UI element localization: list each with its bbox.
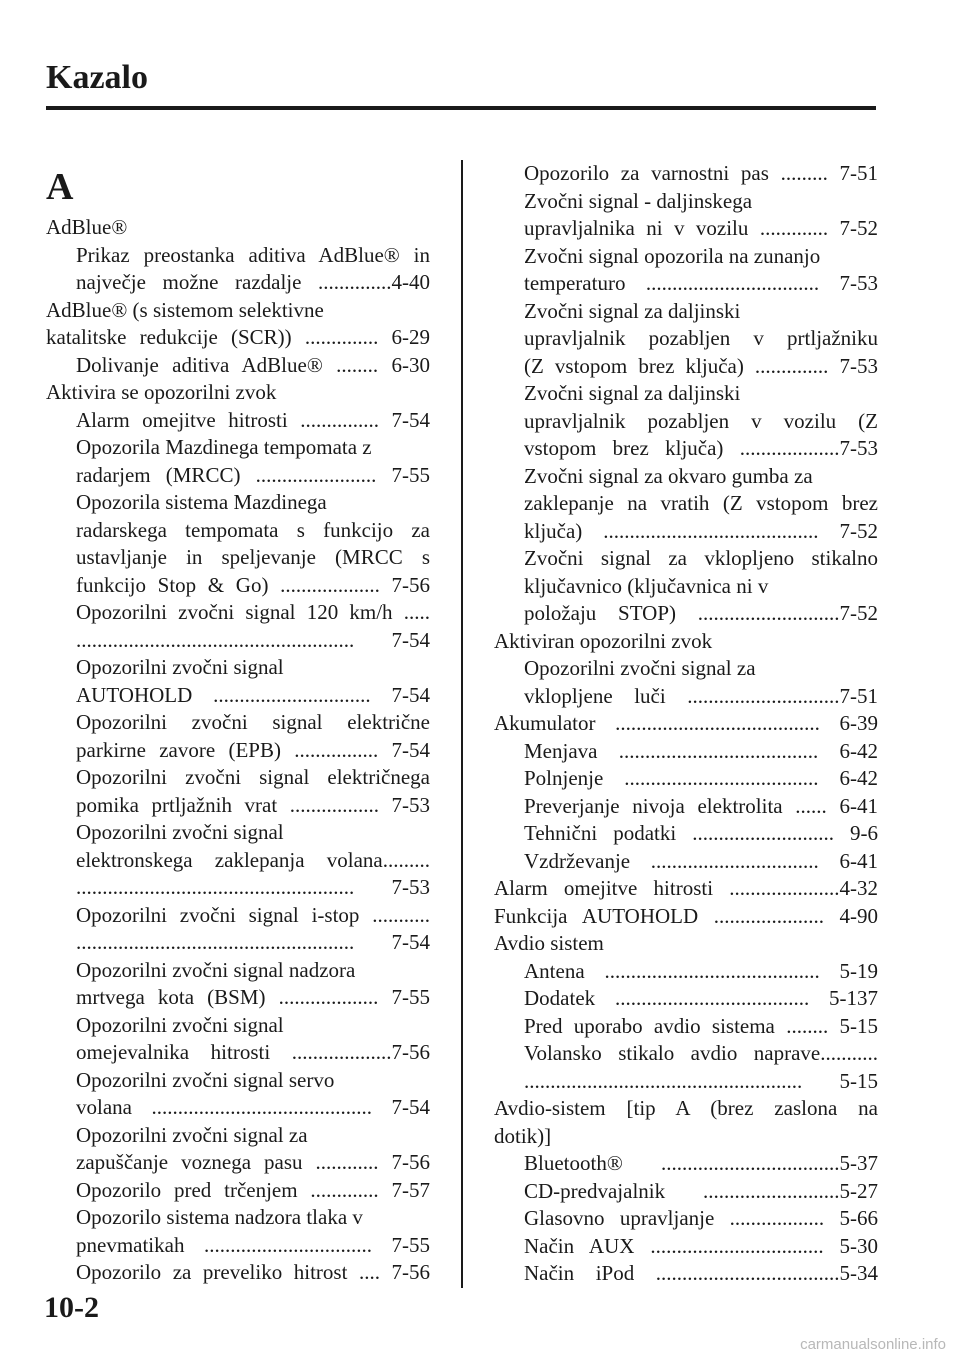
index-entry: Polnjenje ..................................... 6-42 bbox=[524, 766, 878, 790]
index-column-left bbox=[46, 160, 430, 1287]
index-entry: Način iPod ...................................5-34 bbox=[524, 1261, 878, 1285]
index-entry: Opozorila Mazdinega tempomata z bbox=[76, 435, 372, 459]
index-entry: upravljalnik pozabljen v prtljažniku bbox=[524, 326, 878, 350]
index-entry: Aktiviran opozorilni zvok bbox=[494, 628, 713, 653]
index-entry: Opozorilni zvočni signal servo bbox=[76, 1067, 335, 1092]
index-entry: Bluetooth® ..................................5-37 bbox=[524, 1151, 878, 1175]
index-entry: položaju STOP) ...........................7-52 bbox=[524, 601, 878, 625]
index-entry: AdBlue® (s sistemom selektivne bbox=[46, 297, 324, 322]
index-entry: Pred uporabo avdio sistema ........ 5-15 bbox=[524, 1013, 878, 1038]
index-column-right bbox=[494, 160, 878, 1288]
index-entry: omejevalnika hitrosti ...................7-56 bbox=[76, 1040, 430, 1064]
index-entry: Avdio-sistem [tip A (brez zaslona na bbox=[494, 1096, 878, 1120]
index-entry: vklopljene luči .............................7-51 bbox=[524, 683, 878, 708]
index-entry: ..................................................... 5-15 bbox=[524, 1068, 878, 1093]
index-entry: največje možne razdalje ..............4-40 bbox=[76, 270, 430, 294]
index-entry: zapuščanje voznega pasu ............ 7-56 bbox=[76, 1150, 430, 1174]
left-entry-list bbox=[46, 214, 430, 1287]
index-entry: Zvočni signal - daljinskega bbox=[524, 188, 753, 213]
index-entry: radarskega tempomata s funkcijo za bbox=[76, 517, 430, 542]
index-entry: Funkcija AUTOHOLD ..................... 4-90 bbox=[494, 903, 878, 928]
index-entry: Avdio sistem bbox=[494, 931, 604, 955]
index-entry: Opozorilni zvočni signal bbox=[76, 1012, 284, 1037]
index-entry: pomika prtljažnih vrat ................. 7-53 bbox=[76, 792, 430, 817]
index-entry: pnevmatikah ................................ 7-55 bbox=[76, 1232, 430, 1257]
index-entry: upravljalnik pozabljen v vozilu (Z bbox=[524, 408, 878, 433]
page-title: Kazalo bbox=[46, 59, 148, 96]
right-entry-list bbox=[494, 160, 878, 1288]
index-entry: zaklepanje na vratih (Z vstopom brez bbox=[524, 491, 878, 515]
index-entry: katalitske redukcije (SCR)) .............. 6-29 bbox=[46, 325, 430, 349]
index-entry: dotik)] bbox=[494, 1123, 552, 1148]
index-entry: ključavnico (ključavnica ni v bbox=[524, 573, 769, 598]
index-entry: temperaturo ................................. 7-53 bbox=[524, 271, 878, 295]
index-entry: Zvočni signal za okvaro gumba za bbox=[524, 463, 813, 488]
index-entry: Alarm omejitve hitrosti ............... 7-54 bbox=[76, 407, 430, 432]
index-entry: Preverjanje nivoja elektrolita ...... 6-41 bbox=[524, 793, 878, 818]
page-number: 10-2 bbox=[44, 1291, 99, 1324]
index-entry: Opozorilni zvočni signal bbox=[76, 655, 284, 679]
index-entry: Opozorilni zvočni signal električne bbox=[76, 710, 430, 734]
index-entry: AdBlue® bbox=[46, 215, 128, 239]
column-divider bbox=[461, 160, 463, 1288]
index-entry: Opozorila sistema Mazdinega bbox=[76, 490, 327, 514]
index-entry: Zvočni signal opozorila na zunanjo bbox=[524, 243, 821, 268]
index-entry: ..................................................... 7-53 bbox=[76, 875, 430, 899]
index-entry: Antena ......................................... 5-19 bbox=[524, 958, 878, 983]
header-rule bbox=[46, 106, 876, 110]
index-entry: Zvočni signal za vklopljeno stikalno bbox=[524, 546, 878, 570]
index-entry: Dolivanje aditiva AdBlue® ........ 6-30 bbox=[76, 352, 430, 377]
index-entry: Alarm omejitve hitrosti .....................4-32 bbox=[494, 876, 878, 900]
section-letter: A bbox=[46, 166, 74, 208]
index-entry: Vzdrževanje ................................ 6-41 bbox=[524, 848, 878, 873]
index-entry: vstopom brez ključa) ...................7-53 bbox=[524, 436, 878, 460]
index-entry: Prikaz preostanka aditiva AdBlue® in bbox=[76, 242, 430, 267]
index-entry: Opozorilo pred trčenjem ............. 7-57 bbox=[76, 1177, 430, 1202]
index-entry: upravljalnika ni v vozilu ............. 7-52 bbox=[524, 216, 878, 240]
index-entry: ..................................................... 7-54 bbox=[76, 930, 430, 954]
index-entry: ..................................................... 7-54 bbox=[76, 627, 430, 652]
index-entry: elektronskega zaklepanja volana......... bbox=[76, 847, 430, 872]
index-entry: ustavljanje in speljevanje (MRCC s bbox=[76, 545, 430, 569]
index-entry: Menjava ...................................... 6-42 bbox=[524, 738, 878, 763]
index-entry: Aktivira se opozorilni zvok bbox=[46, 380, 277, 404]
index-entry: funkcijo Stop & Go) ................... 7-56 bbox=[76, 572, 430, 597]
index-entry: Opozorilni zvočni signal bbox=[76, 820, 284, 844]
index-entry: parkirne zavore (EPB) ................ 7-54 bbox=[76, 737, 430, 762]
index-entry: Zvočni signal za daljinski bbox=[524, 298, 741, 323]
index-entry: Dodatek ..................................... 5-137 bbox=[524, 986, 878, 1010]
index-entry: Opozorilni zvočni signal nadzora bbox=[76, 957, 356, 982]
index-entry: Volansko stikalo avdio naprave........... bbox=[524, 1041, 878, 1065]
index-entry: ključa) ......................................... 7-52 bbox=[524, 518, 878, 543]
index-entry: volana .......................................... 7-54 bbox=[76, 1095, 430, 1119]
index-entry: Opozorilni zvočni signal 120 km/h ..... bbox=[76, 600, 430, 624]
index-entry: Opozorilni zvočni signal za bbox=[76, 1122, 308, 1147]
index-entry: Način AUX ................................. 5-30 bbox=[524, 1233, 878, 1258]
index-entry: Opozorilni zvočni signal za bbox=[524, 656, 756, 680]
index-entry: Tehnični podatki ........................... 9-6 bbox=[524, 821, 878, 845]
index-entry: radarjem (MRCC) ....................... 7-55 bbox=[76, 462, 430, 487]
index-entry: AUTOHOLD .............................. 7-54 bbox=[76, 682, 430, 707]
index-entry: (Z vstopom brez ključa) .............. 7-53 bbox=[524, 353, 878, 378]
index-entry: Opozorilo za varnostni pas ......... 7-51 bbox=[524, 161, 878, 185]
index-entry: Glasovno upravljanje .................. 5-66 bbox=[524, 1206, 878, 1230]
index-entry: Akumulator ....................................... 6-39 bbox=[494, 711, 878, 735]
index-entry: Opozorilo sistema nadzora tlaka v bbox=[76, 1205, 363, 1229]
index-entry: Opozorilni zvočni signal i-stop ........... bbox=[76, 902, 430, 927]
index-entry: Zvočni signal za daljinski bbox=[524, 381, 741, 405]
index-entry: Opozorilni zvočni signal električnega bbox=[76, 765, 430, 789]
index-entry: mrtvega kota (BSM) ................... 7-55 bbox=[76, 985, 430, 1009]
index-entry: CD-predvajalnik ..........................5-27 bbox=[524, 1178, 878, 1203]
index-entry: Opozorilo za preveliko hitrost .... 7-56 bbox=[76, 1260, 430, 1284]
watermark: carmanualsonline.info bbox=[800, 1336, 946, 1353]
